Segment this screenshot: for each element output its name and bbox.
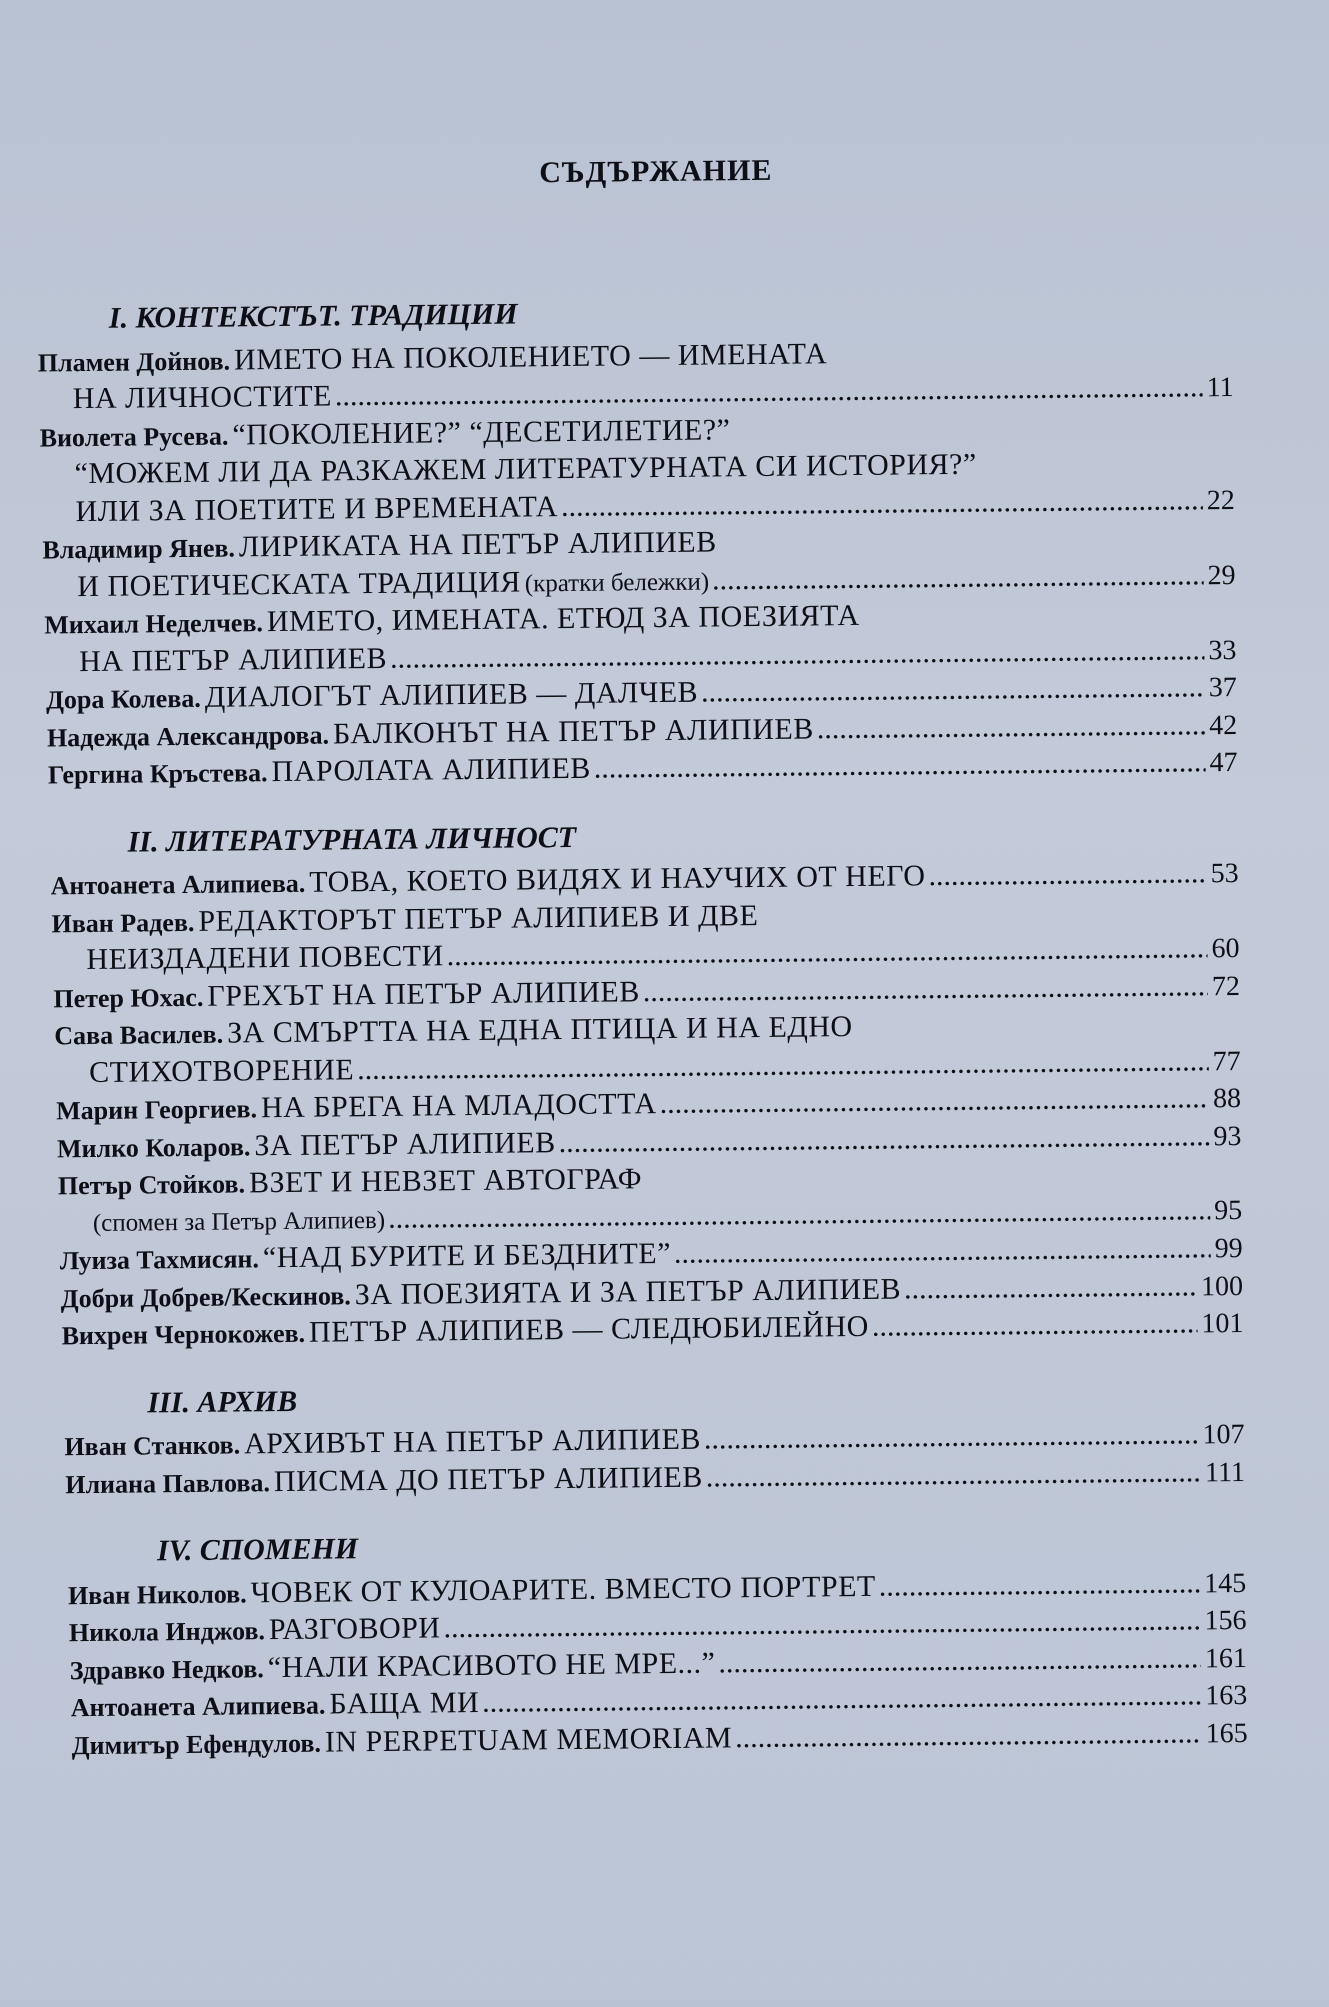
entry-author: Надежда Александрова.: [46, 719, 330, 752]
entry-author: Сава Василев.: [54, 1019, 224, 1051]
entry-author: Иван Радев.: [51, 907, 195, 938]
dot-leader: [905, 1270, 1197, 1309]
entry-page-number: 163: [1205, 1679, 1248, 1712]
dot-leader: [562, 484, 1203, 527]
entry-page-number: 111: [1204, 1456, 1246, 1488]
entry-author: Милко Коларов.: [56, 1131, 251, 1163]
entry-title: РАЗГОВОРИ: [268, 1611, 441, 1647]
entry-author: Иван Николов.: [67, 1578, 247, 1610]
entry-title: НА БРЕГА НА МЛАДОСТТА: [260, 1087, 657, 1125]
section-heading: III. АРХИВ: [147, 1384, 298, 1419]
entry-page-number: 22: [1206, 484, 1235, 516]
entry-page-number: 93: [1213, 1120, 1242, 1152]
dot-leader: [559, 1120, 1209, 1163]
entry-page-number: 101: [1201, 1307, 1244, 1340]
entry-title: ДИАЛОГЪТ АЛИПИЕВ — ДАЛЧЕВ: [204, 675, 699, 714]
entry-title: ПИСМА ДО ПЕТЪР АЛИПИЕВ: [273, 1460, 703, 1498]
toc-entry-line: [50, 855, 1238, 903]
dot-leader: [707, 1456, 1202, 1497]
entry-title: ИЛИ ЗА ПОЕТИТЕ И ВРЕМЕНАТА: [75, 489, 559, 528]
entry-page-number: 53: [1210, 857, 1239, 890]
entry-page-number: 145: [1203, 1567, 1247, 1599]
entry-title: ЗА СМЪРТТА НА ЕДНА ПТИЦА И НА ЕДНО: [226, 1010, 853, 1050]
dot-leader: [736, 1717, 1202, 1758]
entry-page-number: 107: [1202, 1418, 1245, 1451]
entry-title: “МОЖЕМ ЛИ ДА РАЗКАЖЕМ ЛИТЕРАТУРНАТА СИ ИСТОРИЯ?”: [74, 447, 977, 491]
toc-entry-line: [39, 412, 730, 455]
entry-author: Марин Георгиев.: [55, 1094, 258, 1126]
toc-entry-line: [51, 898, 758, 941]
dot-leader: [336, 371, 1203, 416]
entry-author: Луиза Тахмисян.: [59, 1244, 260, 1276]
dot-leader: [719, 1642, 1201, 1683]
entry-title: ИМЕТО НА ПОКОЛЕНИЕТО — ИМЕНАТА: [233, 336, 828, 376]
entry-page-number: 161: [1204, 1642, 1248, 1674]
toc-entry-line: [38, 336, 828, 380]
entry-page-number: 100: [1200, 1270, 1244, 1302]
dot-leader: [818, 709, 1206, 749]
entry-author: Иван Станков.: [64, 1430, 241, 1462]
entry-author: Виолета Русева.: [39, 421, 229, 453]
entry-author: Антоанета Алипиева.: [70, 1690, 326, 1723]
entry-page-number: 33: [1208, 634, 1237, 666]
entry-note: (спомен за Петър Алипиев): [92, 1206, 386, 1237]
dot-leader: [644, 970, 1209, 1012]
entry-title: ЗА ПЕТЪР АЛИПИЕВ: [254, 1125, 556, 1162]
entry-page-number: 29: [1207, 559, 1236, 591]
dot-leader: [880, 1567, 1201, 1606]
entry-author: Илиана Павлова.: [65, 1467, 271, 1499]
entry-page-number: 95: [1214, 1194, 1243, 1226]
entry-title: И ПОЕТИЧЕСКАТА ТРАДИЦИЯ: [77, 564, 521, 603]
entry-title: ЛИРИКАТА НА ПЕТЪР АЛИПИЕВ: [238, 525, 717, 564]
dot-leader: [705, 1418, 1199, 1459]
entry-title: НА ПЕТЪР АЛИПИЕВ: [78, 641, 388, 678]
entry-title: ИМЕТО, ИМЕНАТА. ЕТЮД ЗА ПОЕЗИЯТА: [266, 598, 860, 639]
entry-author: Вихрен Чернокожев.: [61, 1318, 306, 1351]
entry-title: ВЗЕТ И НЕВЗЕТ АВТОГРАФ: [248, 1162, 643, 1200]
entry-title: IN PERPETUAM MEMORIAM: [324, 1720, 733, 1759]
entry-title: “НАД БУРИТЕ И БЕЗДНИТЕ”: [262, 1236, 672, 1275]
entry-author: Здравко Недков.: [69, 1653, 264, 1685]
entry-page-number: 42: [1208, 709, 1238, 741]
dot-leader: [929, 857, 1207, 896]
toc-entry-line: [54, 1009, 853, 1053]
section-heading: I. КОНТЕКСТЪТ. ТРАДИЦИИ: [108, 297, 518, 335]
entry-page-number: 165: [1205, 1717, 1248, 1749]
entry-title: ПЕТЪР АЛИПИЕВ — СЛЕДЮБИЛЕЙНО: [308, 1309, 870, 1349]
entry-author: Антоанета Алипиева.: [50, 868, 306, 901]
section-heading: II. ЛИТЕРАТУРНАТА ЛИЧНОСТ: [127, 820, 577, 859]
entry-title: ПАРОЛАТА АЛИПИЕВ: [271, 751, 592, 789]
entry-author: Петер Юхас.: [53, 982, 204, 1013]
entry-title: БАЩА МИ: [329, 1685, 480, 1721]
dot-leader: [702, 671, 1205, 712]
entry-page-number: 156: [1204, 1604, 1247, 1637]
entry-title: БАЛКОНЪТ НА ПЕТЪР АЛИПИЕВ: [332, 711, 814, 750]
entry-author: Пламен Дойнов.: [37, 346, 231, 378]
page-title: СЪДЪРЖАНИЕ: [539, 153, 773, 190]
entry-title: СТИХОТВОРЕНИЕ: [89, 1052, 355, 1089]
entry-title: ЗА ПОЕЗИЯТА И ЗА ПЕТЪР АЛИПИЕВ: [354, 1272, 902, 1311]
entry-title: НА ЛИЧНОСТИТЕ: [72, 379, 333, 416]
dot-leader: [713, 559, 1204, 600]
entry-title: НЕИЗДАДЕНИ ПОВЕСТИ: [86, 939, 444, 977]
dot-leader: [873, 1307, 1198, 1346]
entry-title: “ПОКОЛЕНИЕ?” “ДЕСЕТИЛЕТИЕ?”: [232, 412, 731, 451]
entry-author: Михаил Неделчев.: [44, 608, 264, 640]
entry-title: АРХИВЪТ НА ПЕТЪР АЛИПИЕВ: [243, 1422, 702, 1461]
entry-page-number: 77: [1212, 1045, 1241, 1077]
entry-author: Петър Стойков.: [57, 1169, 246, 1201]
entry-title: “НАЛИ КРАСИВОТО НЕ МРЕ...”: [267, 1646, 716, 1684]
toc-entry-line: [42, 524, 717, 567]
entry-title: РЕДАКТОРЪТ ПЕТЪР АЛИПИЕВ И ДВЕ: [198, 898, 759, 938]
entry-page-number: 88: [1212, 1082, 1242, 1115]
entry-page-number: 47: [1209, 746, 1238, 779]
entry-page-number: 72: [1211, 970, 1241, 1002]
entry-page-number: 60: [1211, 932, 1240, 965]
entry-author: Владимир Янев.: [42, 533, 236, 565]
entry-title: ТОВА, КОЕТО ВИДЯХ И НАУЧИХ ОТ НЕГО: [309, 859, 926, 899]
entry-title: ГРЕХЪТ НА ПЕТЪР АЛИПИЕВ: [207, 974, 640, 1013]
entry-page-number: 11: [1206, 372, 1234, 404]
section-heading: IV. СПОМЕНИ: [156, 1532, 359, 1568]
entry-note: (кратки бележки): [524, 568, 710, 597]
entry-author: Никола Инджов.: [68, 1616, 266, 1648]
dot-leader: [595, 746, 1206, 788]
toc-entry-line: [58, 1161, 642, 1203]
entry-author: Димитър Ефендулов.: [71, 1728, 322, 1760]
entry-page-number: 37: [1208, 671, 1237, 704]
entry-author: Дора Колева.: [45, 683, 201, 715]
entry-author: Гергина Кръстева.: [47, 758, 268, 790]
entry-title: ЧОВЕК ОТ КУЛОАРИТЕ. ВМЕСТО ПОРТРЕТ: [250, 1569, 876, 1609]
entry-page-number: 99: [1214, 1232, 1243, 1265]
entry-author: Добри Добрев/Кескинов.: [60, 1280, 351, 1313]
